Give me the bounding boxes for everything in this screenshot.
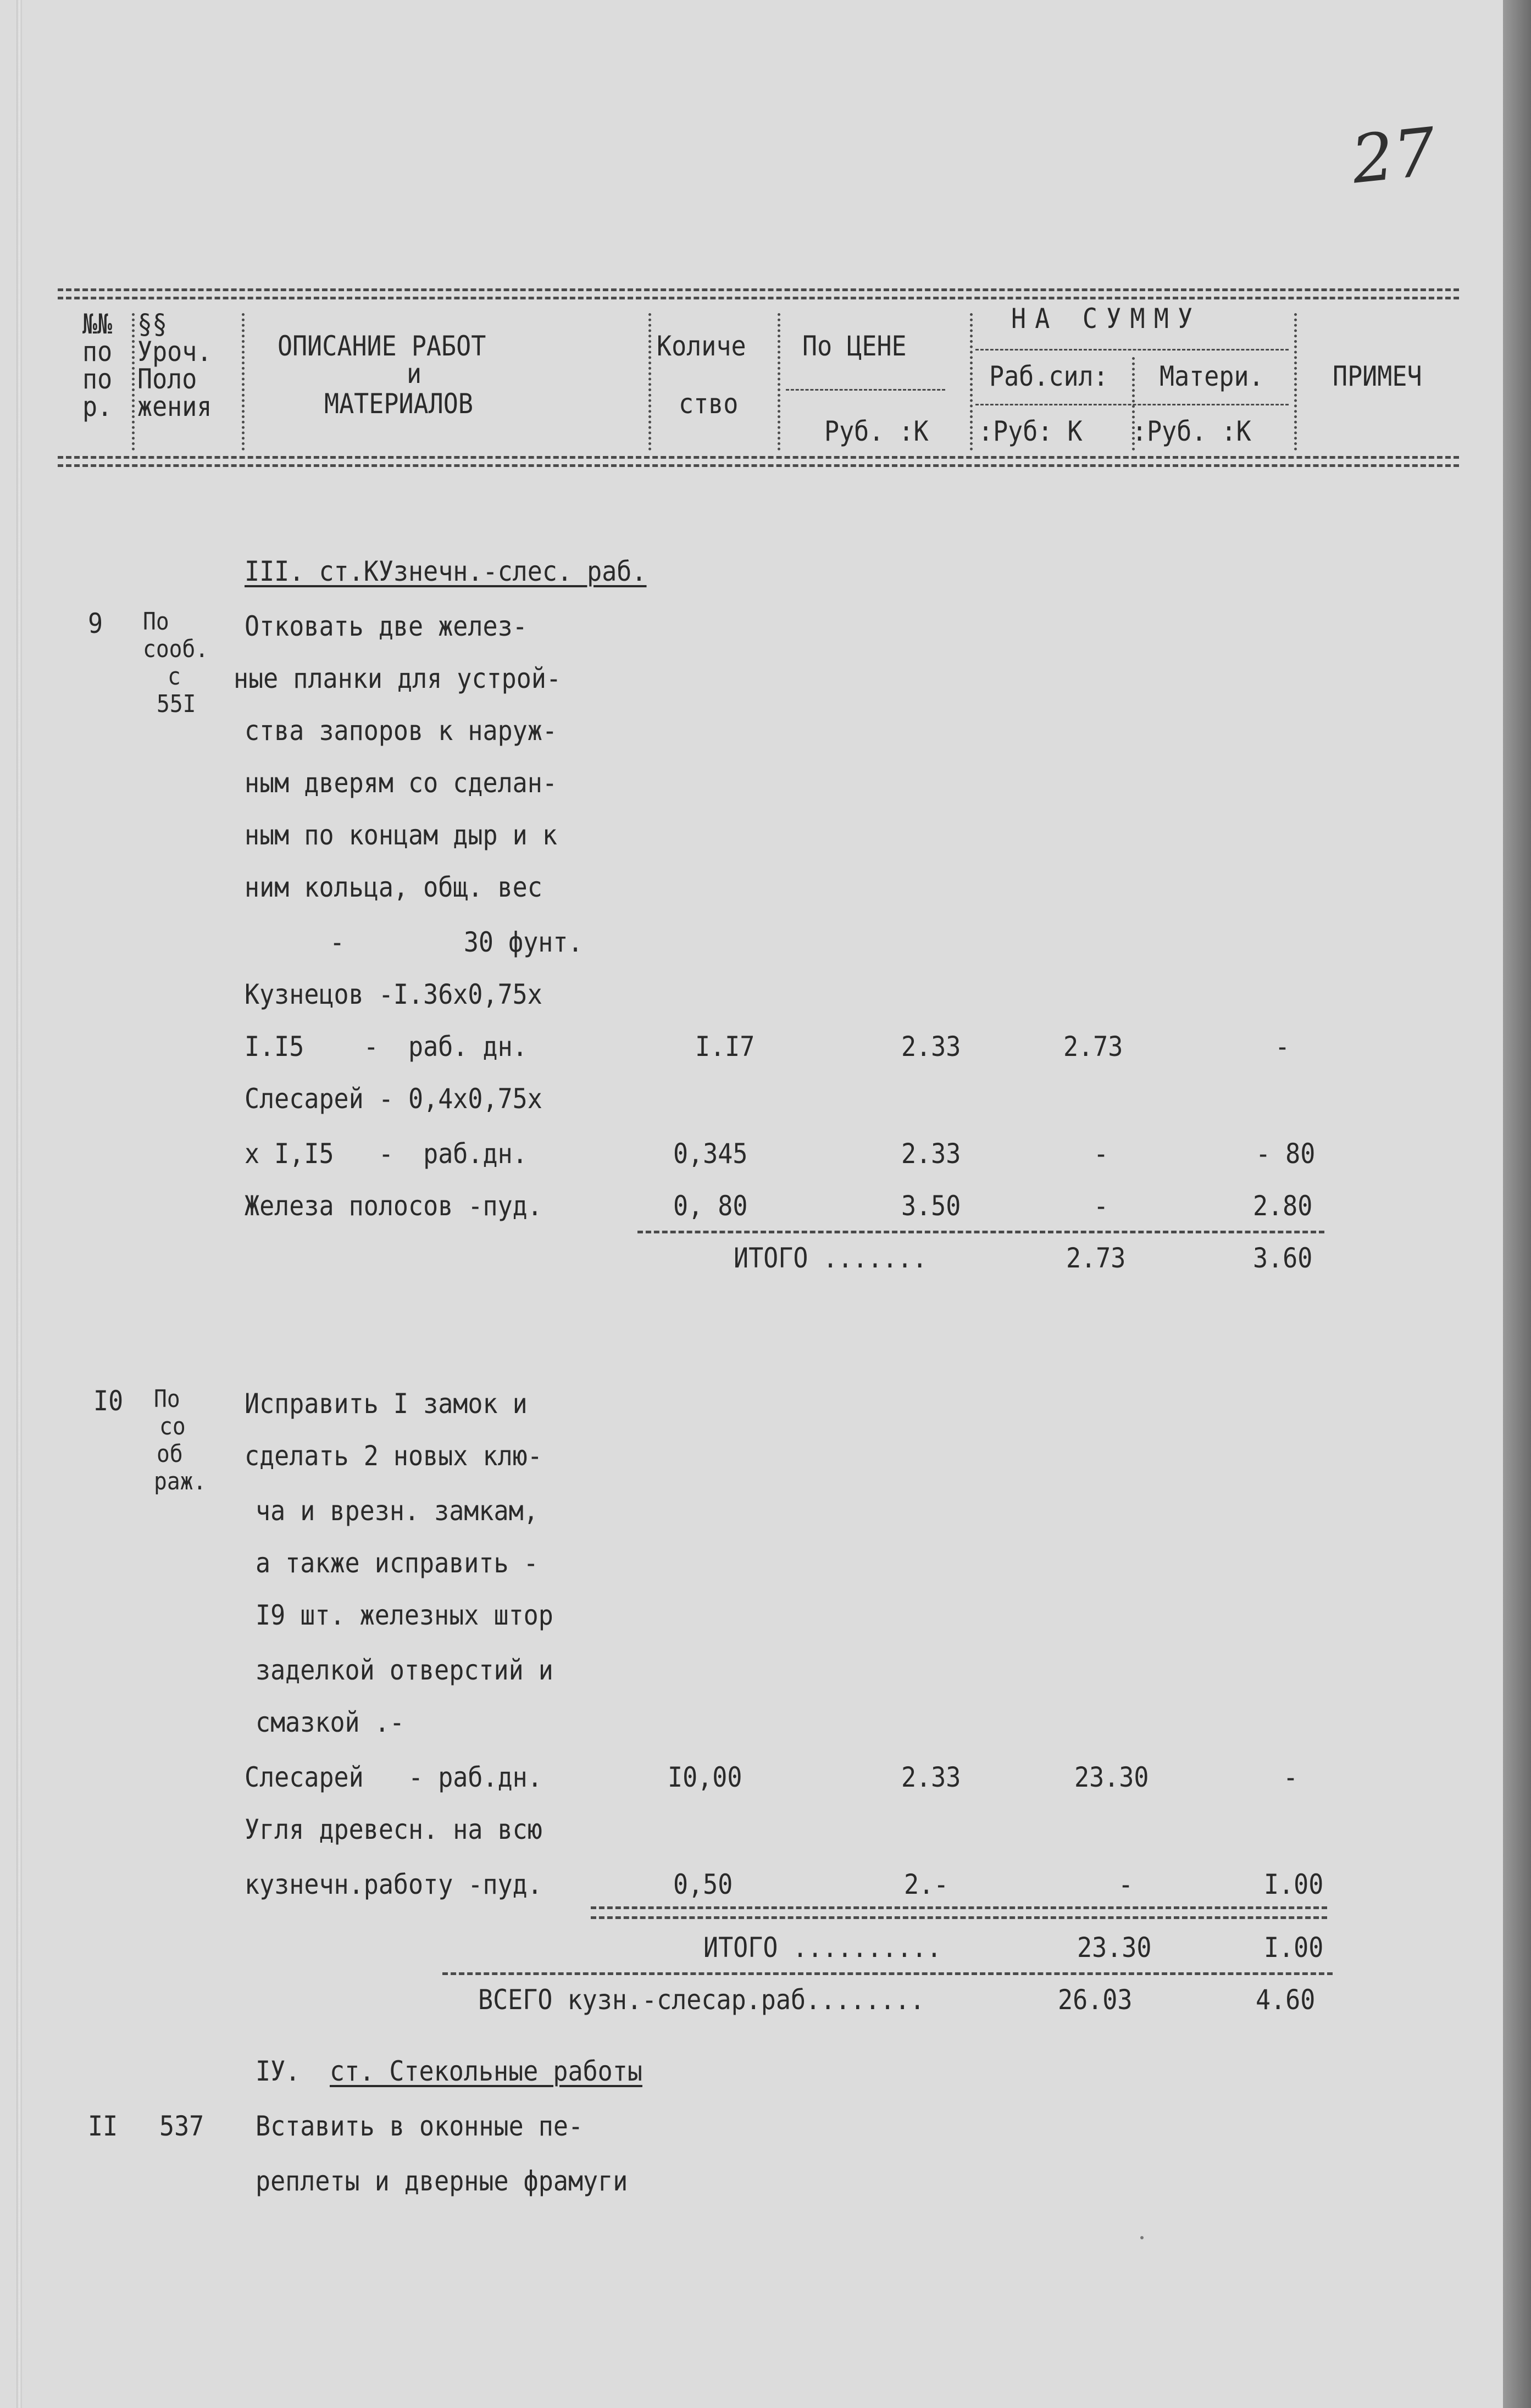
labor-sum-cell: -	[1094, 1190, 1109, 1222]
header-top-rule-2	[58, 297, 1459, 299]
item-ref: По	[154, 1385, 180, 1413]
price-cell: 3.50	[901, 1190, 961, 1222]
section-4-title: ст. Стекольные работы	[330, 2055, 642, 2087]
subtotal-materials: 3.60	[1253, 1242, 1313, 1274]
ink-dot	[1140, 2236, 1144, 2239]
header-col-sum: НА СУММУ	[1011, 303, 1202, 335]
quantity-cell: 0,345	[673, 1138, 748, 1170]
section-4-prefix: IУ.	[256, 2055, 301, 2087]
item-description-line: ча и врезн. замкам,	[256, 1495, 539, 1527]
labor-sum-cell: -	[1094, 1138, 1109, 1170]
item-description-line: сделать 2 новых клю-	[245, 1440, 542, 1472]
subtotal-rule-2	[591, 1916, 1327, 1919]
subtotal-materials: I.00	[1264, 1932, 1324, 1964]
page-edge	[1503, 0, 1531, 2408]
header-col-uroch: Поло	[137, 363, 197, 395]
item-ref: раж.	[154, 1467, 207, 1495]
item-description-line: ным по концам дыр и к	[245, 819, 557, 851]
labor-sum-cell: -	[1118, 1868, 1134, 1900]
header-col-sum-units-materials: :Руб. :К	[1132, 415, 1251, 447]
item-ref: с	[168, 663, 181, 691]
grand-total-label: ВСЕГО кузн.-слесар.раб........	[478, 1984, 925, 2016]
item-ref: об	[157, 1440, 183, 1468]
header-col-uroch: §§	[137, 308, 168, 340]
item-description-line: а также исправить -	[256, 1547, 539, 1579]
header-col-notes: ПРИМЕЧ	[1333, 360, 1422, 392]
item-description-line: реплеты и дверные фрамуги	[256, 2165, 628, 2197]
header-col-sum-units-labor: :Руб: К	[978, 415, 1083, 447]
materials-sum-cell: - 80	[1256, 1138, 1316, 1170]
item-description-line: ные планки для устрой-	[234, 663, 562, 694]
materials-sum-cell: -	[1283, 1761, 1299, 1793]
quantity-cell: 0, 80	[673, 1190, 748, 1222]
item-line: Слесарей - 0,4х0,75х	[245, 1083, 542, 1115]
item-description-line: смазкой .-	[256, 1706, 404, 1738]
header-sep	[132, 313, 135, 451]
header-col-price-units: Руб. :К	[824, 415, 929, 447]
grand-total-labor: 26.03	[1058, 1984, 1133, 2016]
item-description-line: ним кольца, общ. вес	[245, 871, 542, 903]
header-col-description: и	[407, 358, 422, 390]
header-col-description: ОПИСАНИЕ РАБОТ	[278, 330, 486, 362]
materials-sum-cell: 2.80	[1253, 1190, 1313, 1222]
header-col-price: По ЦЕНЕ	[802, 330, 907, 362]
quantity-cell: 0,50	[673, 1868, 733, 1900]
item-line: Кузнецов -I.36х0,75х	[245, 978, 542, 1010]
materials-sum-cell: -	[1275, 1031, 1290, 1063]
item-line: I.I5 - раб. дн.	[245, 1031, 528, 1063]
item-line: кузнечн.работу -пуд.	[245, 1868, 542, 1900]
price-cell: 2.-	[904, 1868, 949, 1900]
header-top-rule	[58, 288, 1459, 291]
subtotal-labor: 23.30	[1077, 1932, 1152, 1964]
item-description-line: Отковать две желез-	[245, 610, 528, 642]
item-line: Железа полосов -пуд.	[245, 1190, 542, 1222]
header-col-description: МАТЕРИАЛОВ	[324, 388, 473, 420]
item-number: I0	[93, 1385, 124, 1417]
price-cell: 2.33	[901, 1138, 961, 1170]
item-description-line: I9 шт. железных штор	[256, 1599, 553, 1631]
item-description-line: Исправить I замок и	[245, 1388, 528, 1420]
item-description-line: Вставить в оконные пе-	[256, 2110, 584, 2142]
header-bottom-rule-2	[58, 464, 1459, 467]
price-cell: 2.33	[901, 1031, 961, 1063]
subtotal-label: ИТОГО ..........	[703, 1932, 942, 1964]
header-sep	[778, 313, 780, 451]
page-number: 27	[1348, 114, 1440, 199]
header-sep	[242, 313, 245, 451]
item-number: 9	[88, 608, 103, 639]
price-cell: 2.33	[901, 1761, 961, 1793]
item-line: Слесарей - раб.дн.	[245, 1761, 542, 1793]
header-col-uroch: жения	[137, 391, 212, 422]
quantity-cell: I.I7	[695, 1031, 755, 1063]
header-col-sum-materials: Матери.	[1160, 360, 1264, 392]
subtotal-rule	[591, 1906, 1327, 1909]
item-number: II	[88, 2110, 118, 2142]
header-col-no: по	[82, 336, 113, 368]
quantity-cell: I0,00	[668, 1761, 742, 1793]
grand-total-materials: 4.60	[1256, 1984, 1316, 2016]
header-bottom-rule	[58, 456, 1459, 459]
item-line: х I,I5 - раб.дн.	[245, 1138, 528, 1170]
page-fold	[16, 0, 22, 2408]
labor-sum-cell: 2.73	[1063, 1031, 1123, 1063]
item-ref: 537	[159, 2110, 204, 2142]
item-description-line: - 30 фунт.	[330, 926, 583, 958]
labor-sum-cell: 23.30	[1074, 1761, 1149, 1793]
subtotal-labor: 2.73	[1066, 1242, 1126, 1274]
header-col-no: по	[82, 363, 113, 395]
item-description-line: ным дверям со сделан-	[245, 767, 557, 799]
header-sep	[1294, 313, 1297, 451]
item-description-line: ства запоров к наруж-	[245, 715, 557, 747]
header-col-quantity: Количе	[657, 330, 746, 362]
price-subrule	[786, 389, 945, 391]
header-col-no: №№	[82, 308, 113, 340]
item-ref: со	[159, 1412, 186, 1441]
item-line: Угля древесн. на всю	[245, 1814, 542, 1845]
sum-subrule	[975, 349, 1289, 351]
section-3-title: III. ст.КУзнечн.-слес. раб.	[245, 555, 647, 587]
materials-sum-cell: I.00	[1264, 1868, 1324, 1900]
header-col-no: р.	[82, 391, 113, 422]
header-sep	[970, 313, 973, 451]
subtotal-label: ИТОГО .......	[734, 1242, 928, 1274]
item-ref: По	[143, 608, 169, 636]
header-col-uroch: Уроч.	[137, 336, 212, 368]
header-col-quantity: ство	[679, 388, 739, 420]
header-col-sum-labor: Раб.сил:	[989, 360, 1108, 392]
item-description-line: заделкой отверстий и	[256, 1654, 553, 1686]
header-sep	[648, 313, 651, 451]
grand-total-rule	[442, 1972, 1333, 1975]
subtotal-rule	[637, 1231, 1324, 1233]
item-ref: 55I	[157, 690, 196, 718]
item-ref: сооб.	[143, 635, 209, 663]
